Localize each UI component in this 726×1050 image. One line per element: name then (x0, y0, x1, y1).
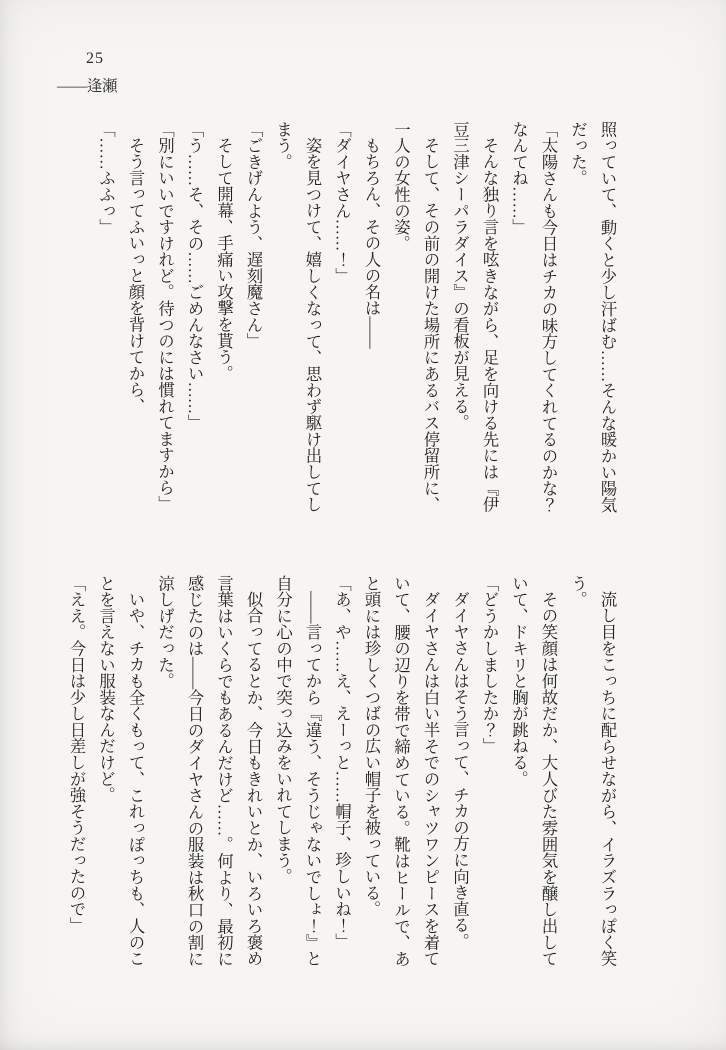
text-block-bottom (62, 575, 623, 967)
paragraph: 「……ふふっ」 (96, 121, 116, 236)
running-title: ――逢瀬 (57, 78, 118, 95)
paragraph: そう言ってふいっと顔を背けてから、 (126, 137, 145, 415)
paragraph: ——言ってから『違う、そうじゃないでしょ！』と自分に心の中で突っ込みをいれてしまう。 (273, 575, 322, 967)
paragraph: 照っていて、動くと少し汗ばむ……そんな暖かい陽気だった。 (568, 121, 617, 513)
text-block-top (91, 121, 622, 513)
paragraph: その笑顔は何故だか、大人びた雰囲気を醸し出していて、ドキリと胸が跳ねる。 (509, 575, 558, 967)
paragraph: そして、その前の開けた場所にあるバス停留所に、一人の女性の姿。 (391, 121, 440, 513)
paragraph: 姿を見つけて、嬉しくなって、思わず駆け出してしまう。 (273, 121, 322, 513)
paragraph: 「ダイヤさん……！」 (332, 121, 352, 284)
paragraph: 「ええ。今日は少し日差しが強そうだったので」 (67, 575, 86, 934)
paragraph: 「別にいいですけれど。待つのには慣れてますから」 (155, 121, 175, 512)
paragraph: 「う……そ、その……ごめんなさい……」 (185, 121, 204, 431)
page-number: 25 (86, 50, 104, 67)
paragraph: 「どうかしましたか？」 (480, 575, 499, 755)
paragraph: 「太陽さんも今日はチカの味方してくれてるのかな？なんてね……」 (509, 121, 558, 513)
paragraph: 「あ、や……え、えーっと……帽子、珍しいね！」 (332, 575, 352, 950)
paragraph: ダイヤさんは白い半そでのシャツワンピースを着ていて、腰の辺りを帯で締めている。靴はヒールで、あと頭には珍しくつばの広い帽子を被っている。 (362, 575, 440, 967)
paragraph: 「ごきげんよう、遅刻魔さん」 (244, 121, 263, 350)
paragraph: もちろん、その人の名は—— (362, 137, 381, 350)
paragraph: 似合ってるとか、今日もきれいとか、いろいろ褒め言葉はいくらでもあるんだけど……。何より、最初に感じたのは——今日のダイヤさんの服装は秋口の割に涼しげだった。 (155, 575, 263, 967)
paragraph: そんな独り言を呟きながら、足を向ける先には『伊豆三津シーパラダイス』の看板が見える。 (450, 121, 499, 513)
paragraph: ダイヤさんはそう言って、チカの方に向き直る。 (450, 591, 470, 950)
paragraph: いや、チカも全くもって、これっぽっちも、人のことを言えない服装なんだけど。 (96, 575, 145, 967)
paragraph: そして開幕、手痛い攻撃を貰う。 (214, 137, 234, 382)
paragraph: 流し目をこっちに配らせながら、イラズラっぽく笑う。 (568, 575, 617, 967)
